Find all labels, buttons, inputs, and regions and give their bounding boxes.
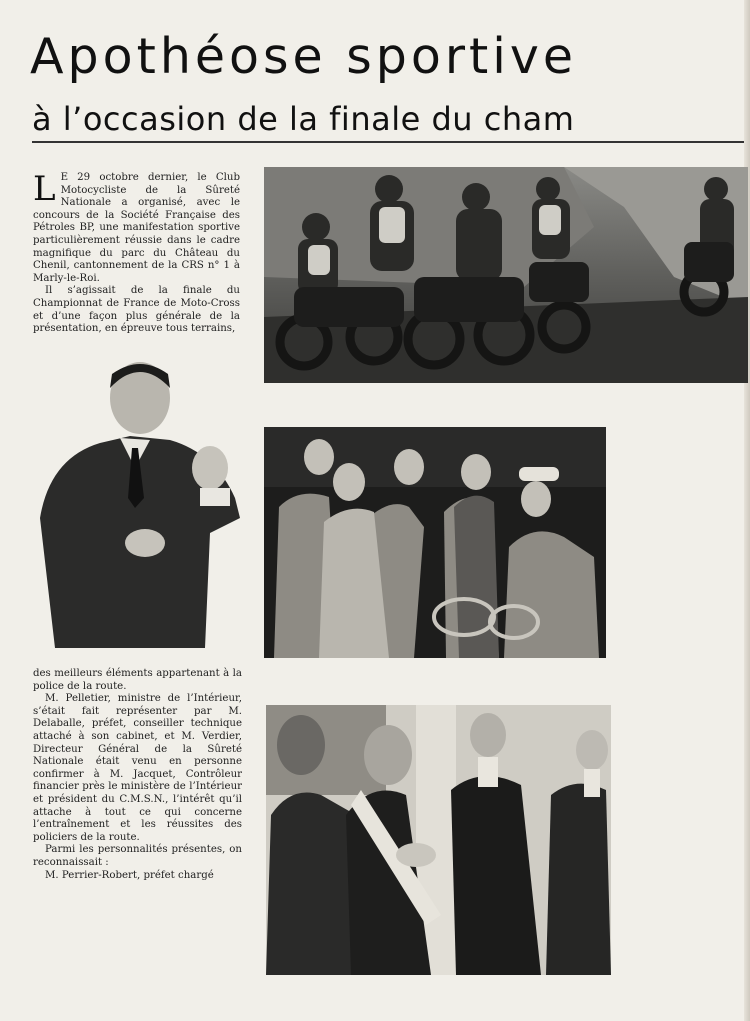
article-column-top [33,169,240,336]
article-column-bottom [33,668,242,882]
article-paragraph-4: M. Pelletier, ministre de l’Intérieur, s’était fait représenter par M. Delaballe, préfet, conseiller technique attaché à son cabinet, et M. Verdier, Directeur Général de la Sûreté Nationale était venu en personne confirmer à M. Jacquet, Contrôleur financier près le ministère de l’Intérieur et président du C.M.S.N., l’intérêt qu’il attache à tout ce qui concerne l’entraînement et les réussites des policiers de la route. [33,693,242,843]
photo-award-ceremony [266,705,611,975]
article-paragraph-5: Parmi les personnalités présentes, on reconnaissait : [33,844,242,868]
photo-officials-group [264,427,606,658]
headline-rule [32,141,744,143]
article-paragraph-2: Il s’agissait de la finale du Championnat de France de Moto-Cross et d’une façon plus générale de la présentation, en épreuve tous terrains, [33,285,240,335]
article-paragraph-1-text: E 29 octobre dernier, le Club Motocycliste de la Sûreté Nationale a organisé, avec le concours de la Société Française des Pétroles BP, une manifestation sportive particulièrement réussie dans le cadre magnifique du parc du Château du Chenil, cantonnement de la CRS n° 1 à Marly-le-Roi. [33,172,240,284]
headline-line-1: Apothéose sportive [30,28,577,85]
article-paragraph-1 [33,169,240,285]
drop-cap: L [33,169,56,209]
article-paragraph-3: des meilleurs éléments appartenant à la police de la route. [33,668,242,692]
photo-speaker [40,358,243,648]
page-edge [744,0,750,1021]
headline-line-2: à l’occasion de la finale du cham [32,100,575,138]
article-paragraph-6: M. Perrier-Robert, préfet chargé [45,869,214,881]
photo-motocross-race [264,167,748,383]
